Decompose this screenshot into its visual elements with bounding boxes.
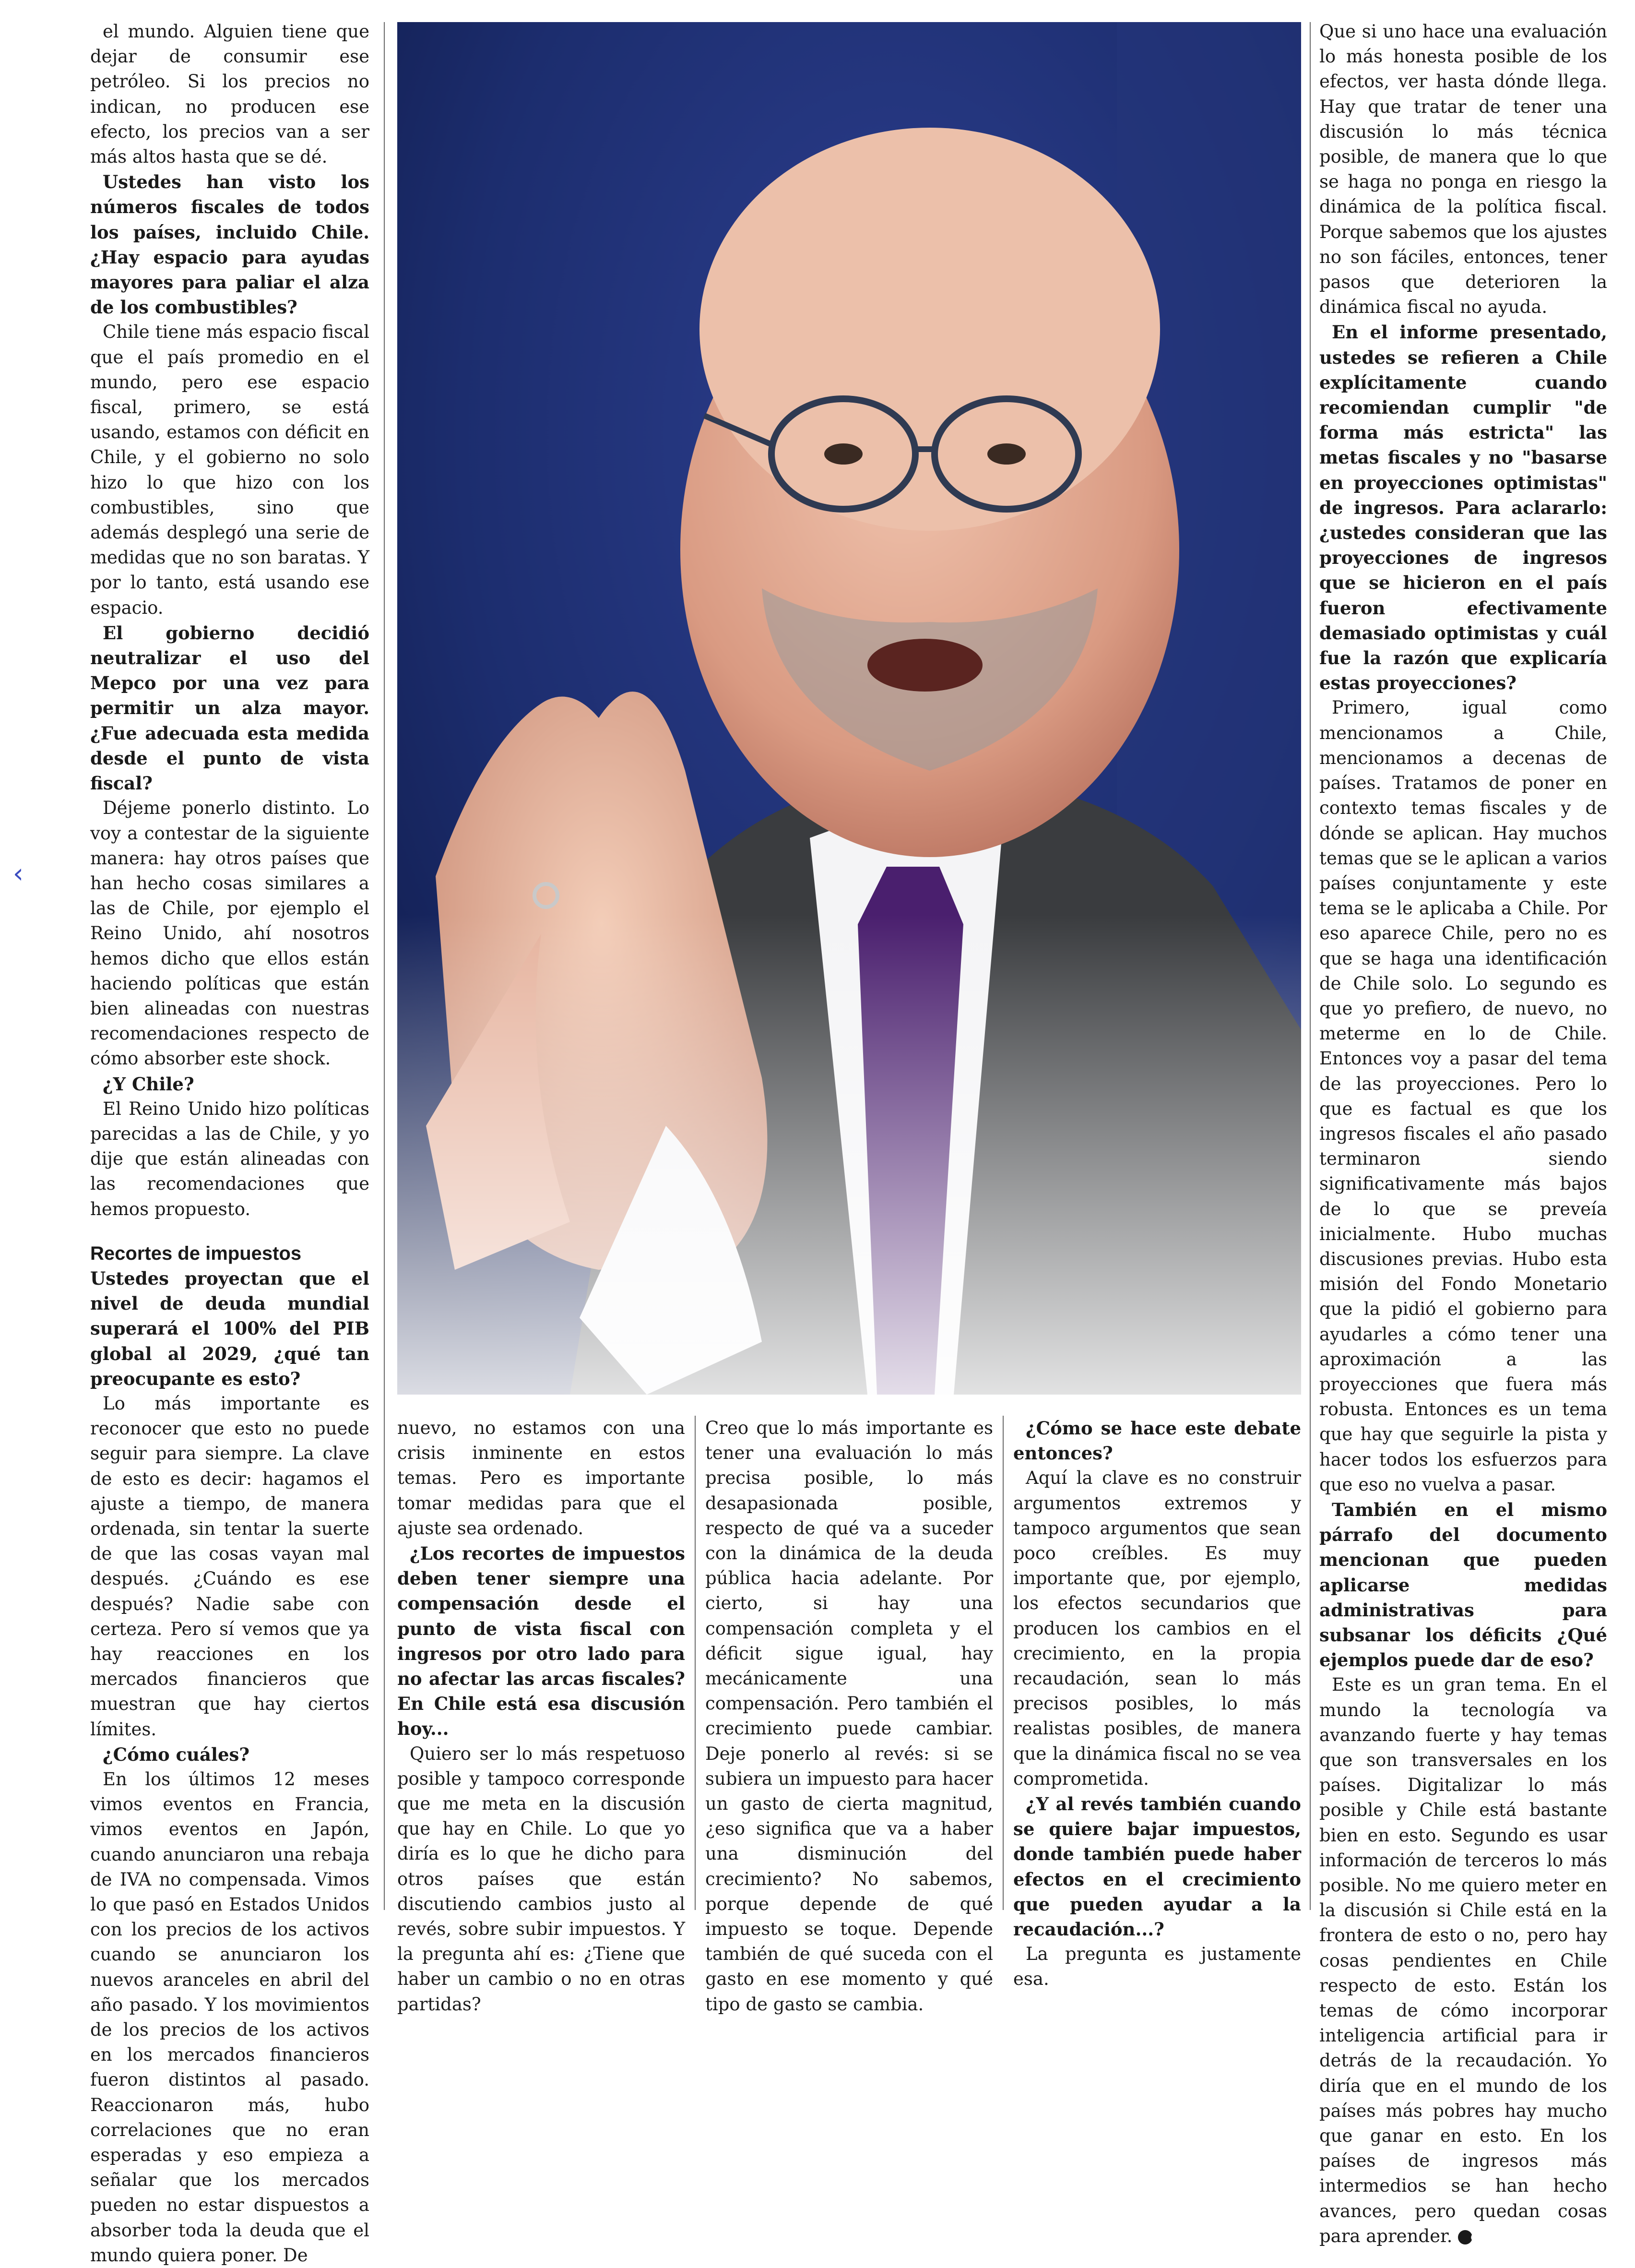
interview-answer: Chile tiene más espacio fiscal que el país promedio en el mundo, pero ese espacio fiscal, primero, se está usando, estamos con déficit en Chile, y el gobierno no solo hizo lo que hizo con los combustibles, sino que además desplegó una serie de medidas que no son baratas. Y por lo tanto, está usando ese espacio. [90, 322, 369, 618]
interview-question: ¿Cómo cuáles? [103, 1743, 250, 1765]
interview-answer: Este es un gran tema. En el mundo la tecnología va avanzando fuerte y hay temas que son transversales en los países. Digitalizar lo más posible y Chile está bastante bien en esto. Segundo es usar información de terceros lo más posible. No me quiero meter en la discusión si Chile está en la frontera de esto o no, pero hay cosas pendientes en Chile respecto de esto. Están los temas de cómo incorporar inteligencia artificial para ir detrás de la recaudación. Yo diría que en el mundo de los países más pobres hay mucho que ganar en esto. En los países de ingresos más intermedios se han hecho avances, pero quedan cosas para aprender. ◐ [1319, 1674, 1607, 2246]
column-divider [1003, 1416, 1004, 1910]
interview-answer: el mundo. Alguien tiene que dejar de consumir ese petróleo. Si los precios no indican, no producen ese efecto, los precios van a ser más altos hasta que se dé. [90, 21, 369, 167]
article-column-2 [397, 1416, 685, 2015]
column-divider [695, 1416, 696, 1910]
interview-question: Ustedes han visto los números fiscales de todos los países, incluido Chile. ¿Hay espacio para ayudas mayores para paliar el alza de los combustibles? [90, 171, 369, 318]
section-heading: Recortes de impuestos [90, 1242, 302, 1264]
interview-answer: Creo que lo más importante es tener una evaluación lo más precisa posible, lo más desapasionada posible, respecto de qué va a suceder con la dinámica de la deuda pública hacia adelante. Por cierto, si hay una compensación completa y el déficit sigue igual, hay mecánicamente una compensación. Pero también el crecimiento puede cambiar. Deje ponerlo al revés: si se subiera un impuesto para hacer un gasto de cierta magnitud, ¿eso significa que va a haber una disminución del crecimiento? No sabemos, porque depende de qué impuesto se toque. Depende también de qué suceda con el gasto en ese momento y qué tipo de gasto se cambia. [705, 1418, 993, 2015]
interview-question: ¿Los recortes de impuestos deben tener siempre una compensación desde el punto de vista fiscal con ingresos por otro lado para no afectar las arcas fiscales? En Chile está esa discusión hoy... [397, 1543, 685, 1740]
article-column-3 [705, 1416, 993, 2015]
article-column-1 [90, 19, 369, 2266]
column-divider [1310, 22, 1311, 1910]
interview-answer: Primero, igual como mencionamos a Chile, mencionamos a decenas de países. Tratamos de poner en contexto temas fiscales y de dónde se aplican. Hay muchos temas que se le aplican a varios países conjuntamente y este tema se le aplicaba a Chile. Por eso aparece Chile, pero no es que se haga una identificación de Chile solo. Lo segundo es que yo prefiero, de nuevo, no meterme en lo de Chile. Entonces voy a pasar del tema de las proyecciones. Pero lo que es factual es que los ingresos fiscales el año pasado terminaron siendo significativamente más bajos de lo que se preveía inicialmente. Hubo muchas discusiones previas. Hubo esta misión del Fondo Monetario que la pidió el gobierno para ayudarles a cómo tener una aproximación a las proyecciones que fuera más robusta. Entonces es un tema que hay que seguirle la pista y hacer todos los esfuerzos para que eso no vuelva a pasar. [1319, 697, 1607, 1495]
interview-question: ¿Y Chile? [103, 1073, 194, 1095]
interview-question: Ustedes proyectan que el nivel de deuda mundial superará el 100% del PIB global al 2029, ¿qué tan preocupante es esto? [90, 1267, 369, 1389]
previous-page-icon[interactable]: ‹ [12, 858, 24, 889]
article-column-5 [1319, 19, 1607, 2246]
interview-answer: En los últimos 12 meses vimos eventos en Francia, vimos eventos en Japón, cuando anunciaron una rebaja de IVA no compensada. Vimos lo que pasó en Estados Unidos con los precios de los activos cuando se anunciaron los nuevos aranceles en abril del año pasado. Y los movimientos de los precios de los activos en los mercados financieros fueron distintos al pasado. Reaccionaron más, hubo correlaciones que no eran esperadas y eso empieza a señalar que los mercados pueden no estar dispuestos a absorber toda la deuda que el mundo quiera poner. De [90, 1769, 369, 2266]
interview-answer: Déjeme ponerlo distinto. Lo voy a contestar de la siguiente manera: hay otros países que han hecho cosas similares a las de Chile, por ejemplo el Reino Unido, ahí nosotros hemos dicho que ellos están haciendo políticas que están bien alineadas con nuestras recomendaciones respecto de cómo absorber este shock. [90, 798, 369, 1069]
interview-question: En el informe presentado, ustedes se refieren a Chile explícitamente cuando recomiendan cumplir "de forma más estricta" las metas fiscales y no "basarse en proyecciones optimistas" de ingresos. Para aclararlo: ¿ustedes consideran que las proyecciones de ingresos que se hicieron en el país fueron efectivamente demasiado optimistas y cuál fue la razón que explicaría estas proyecciones? [1319, 322, 1607, 694]
article-column-4 [1013, 1416, 1301, 1990]
interview-question: ¿Y al revés también cuando se quiere bajar impuestos, donde también puede haber efectos en el crecimiento que pueden ayudar a la recaudación...? [1013, 1793, 1301, 1940]
interview-answer: Que si uno hace una evaluación lo más honesta posible de los efectos, ver hasta dónde llega. Hay que tratar de tener una discusión lo más técnica posible, de manera que lo que se haga no ponga en riesgo la dinámica de la política fiscal. Porque sabemos que los ajustes no son fáciles, entonces, tener pasos que deterioren la dinámica fiscal no ayuda. [1319, 21, 1607, 318]
interview-answer: Aquí la clave es no construir argumentos extremos y tampoco argumentos que sean poco creíbles. Es muy importante que, por ejemplo, los efectos secundarios que producen los cambios en el crecimiento, en la propia recaudación, sean lo más precisos posibles, lo más realistas posibles, de manera que la dinámica fiscal no se vea comprometida. [1013, 1468, 1301, 1789]
interview-answer: nuevo, no estamos con una crisis inminente en estos temas. Pero es importante tomar medidas para que el ajuste sea ordenado. [397, 1418, 685, 1539]
end-of-article-icon: ◐ [1458, 2230, 1472, 2244]
interview-answer: Quiero ser lo más respetuoso posible y tampoco corresponde que me meta en la discusión que hay en Chile. Lo que yo diría es lo que he dicho para otros países que están discutiendo cambios justo al revés, sobre subir impuestos. Y la pregunta ahí es: ¿Tiene que haber un cambio o no en otras partidas? [397, 1743, 685, 2015]
interview-answer: Lo más importante es reconocer que esto no puede seguir para siempre. La clave de esto es decir: hagamos el ajuste a tiempo, de manera ordenada, sin tentar la suerte de que las cosas vayan mal después. ¿Cuándo es ese después? Nadie sabe con certeza. Pero sí vemos que ya hay reacciones en los mercados financieros que muestran que hay ciertos límites. [90, 1393, 369, 1740]
column-divider [384, 22, 385, 1910]
interview-question: El gobierno decidió neutralizar el uso del Mepco por una vez para permitir un alza mayor. ¿Fue adecuada esta medida desde el punto de vista fiscal? [90, 622, 369, 794]
interview-photo [397, 22, 1301, 1395]
interview-question: ¿Cómo se hace este debate entonces? [1013, 1418, 1301, 1464]
interview-question: También en el mismo párrafo del documento mencionan que pueden aplicarse medidas administrativas para subsanar los déficits ¿Qué ejemplos puede dar de eso? [1319, 1499, 1607, 1671]
interview-answer: El Reino Unido hizo políticas parecidas a las de Chile, y yo dije que están alineadas con las recomendaciones que hemos propuesto. [90, 1098, 369, 1219]
interview-answer: La pregunta es justamente esa. [1013, 1944, 1301, 1990]
